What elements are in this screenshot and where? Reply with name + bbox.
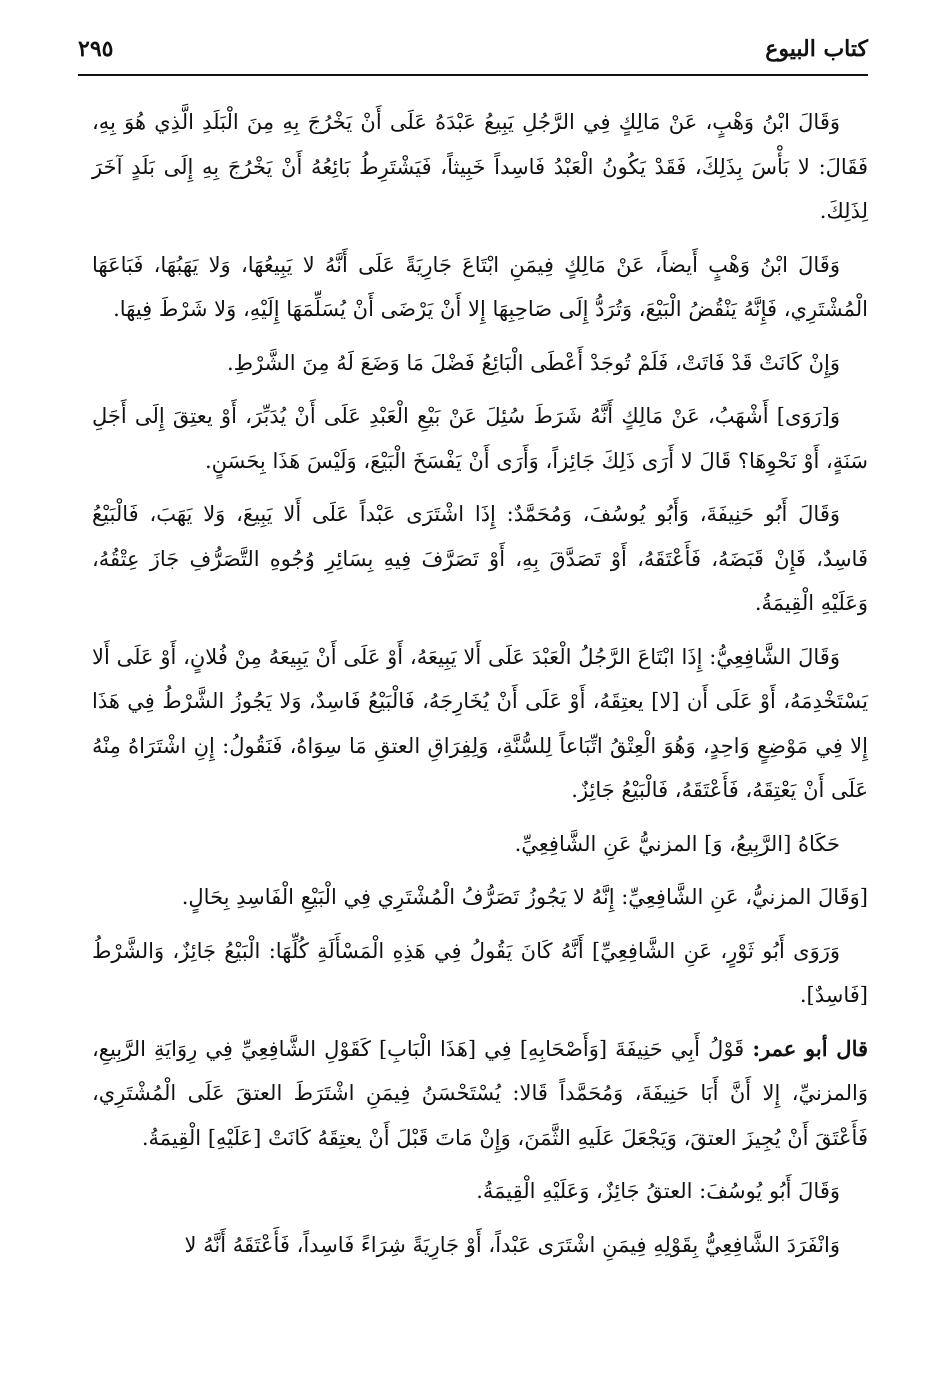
paragraph <box>92 394 868 483</box>
paragraph-text: وَقَالَ ابْنُ وَهْبٍ، عَنْ مَالِكٍ فِي الرَّجُلِ يَبِيعُ عَبْدَهُ عَلَى أَنْ يَخْرُجَ بِهِ مِنَ الْبَلَدِ الَّذِي هُوَ بِهِ، فَقَالَ: لا بَأْسَ بِذَلِكَ، فَقَدْ يَكُونُ الْعَبْدُ فَاسِداً خَبِيثاً، فَيَشْتَرِطُ بَائِعُهُ أَنْ يَخْرُجَ بِهِ إِلَى بَلَدٍ آخَرَ لِذَلِكَ. <box>92 110 868 223</box>
paragraph <box>92 341 868 386</box>
paragraph <box>92 492 868 626</box>
paragraph-text: وَ[رَوَى] أَشْهَبُ، عَنْ مَالِكٍ أَنَّهُ شَرَطَ سُئِلَ عَنْ بَيْعِ الْعَبْدِ عَلَى أَنْ يُدَبِّرَ، أَوْ يعتِقَ إِلَى أَجَلِ سَنَةٍ، أَوْ نَحْوِهَا؟ قَالَ لا أَرَى ذَلِكَ جَائِزاً، وَأَرَى أَنْ يَفْسَخَ الْبَيْعَ، وَلَيْسَ هَذَا بِحَسَنٍ. <box>92 404 868 473</box>
paragraph-text: وَقَالَ ابْنُ وَهْبٍ أَيضاً، عَنْ مَالِكٍ فِيمَنِ ابْتَاعَ جَارِيَةً عَلَى أَنَّهُ لا يَبِيعُهَا، وَلا يَهَبُهَا، فَبَاعَهَا الْمُشْتَرِي، فَإِنَّهُ يَنْقُضُ الْبَيْعَ، وَتُرَدُّ إِلَى صَاحِبِهَا إِلا أَنْ يَرْضَى أَنْ يُسَلِّمَهَا إِلَيْهِ، وَلا شَرْطَ فِيهَا. <box>92 252 868 321</box>
paragraph-text: [وَقَالَ المزنيُّ، عَنِ الشَّافِعِيِّ: إِنَّهُ لا يَجُوزُ تَصَرُّفُ الْمُشْتَرِي فِي الْبَيْعِ الْفَاسِدِ بِحَالٍ. <box>181 885 868 909</box>
paragraph-text: وَانْفَرَدَ الشَّافِعِيُّ بِقَوْلِهِ فِيمَنِ اشْتَرَى عَبْداً، أَوْ جَارِيَةً شِرَاءً فَاسِداً، فَأَعْتَقَهُ أَنَّهُ لا <box>184 1232 840 1257</box>
paragraph-text: حَكَاهُ [الرَّبِيعُ، وَ] المزنيُّ عَنِ الشَّافِعِيِّ. <box>514 831 840 856</box>
paragraph-text: وَقَالَ أَبُو حَنِيفَةَ، وَأَبُو يُوسُفَ، وَمُحَمَّدٌ: إِذَا اشْتَرَى عَبْداً عَلَى أَلا يَبِيعَ، وَلا يَهَبَ، فَالْبَيْعُ فَاسِدٌ، فَإِنْ قَبَضَهُ، فَأَعْتَقَهُ، أَوْ تَصَدَّقَ بِهِ، أَوْ تَصَرَّفَ فِيهِ بِسَائِرِ وُجُوهِ التَّصَرُّفِ جَازَ عِتْقُهُ، وَعَلَيْهِ الْقِيمَةُ. <box>92 502 868 615</box>
paragraph <box>92 1027 868 1161</box>
paragraph-text: وَإِنْ كَانَتْ قَدْ فَاتَتْ، فَلَمْ تُوجَدْ أَعْطَى الْبَائِعُ فَضْلَ مَا وَضَعَ لَهُ مِنَ الشَّرْطِ. <box>226 350 840 375</box>
paragraph-lead: قال أبو عمر: <box>752 1035 868 1061</box>
paragraph <box>92 243 868 332</box>
paragraph-text: وَقَالَ الشَّافِعِيُّ: إِذَا ابْتَاعَ الرَّجُلُ الْعَبْدَ عَلَى أَلا يَبِيعَهُ، أَوْ عَلَى أَنْ يَبِيعَهُ مِنْ فُلانٍ، أَوْ عَلَى أَلا يَسْتَخْدِمَهُ، أَوْ عَلَى أَن [لا] يعتِقَهُ، أَوْ عَلَى أَنْ يُخَارِجَهُ، فَالْبَيْعُ فَاسِدٌ، وَلا يَجُوزُ الشَّرْطُ فِي هَذَا إِلا فِي مَوْضِعٍ وَاحِدٍ، وَهُوَ الْعِتْقُ اتِّبَاعاً لِلسُّنَّةِ، وَلِفِرَاقِ العتقِ مَا سِوَاهُ، فَنَقُولُ: إِنِ اشْتَرَاهُ مِنْهُ عَلَى أَنْ يَعْتِقَهُ، فَأَعْتَقَهُ، فَالْبَيْعُ جَائِزٌ. <box>92 644 868 802</box>
paragraph <box>92 875 868 920</box>
paragraph-text: وَقَالَ أَبُو يُوسُفَ: العتقُ جَائِزٌ، وَعَلَيْهِ الْقِيمَةُ. <box>476 1179 840 1203</box>
paragraph-text: قَوْلُ أَبِي حَنِيفَةَ [وَأَصْحَابِهِ] فِي [هَذَا الْبَابِ] كَقَوْلِ الشَّافِعِيِّ فِي رِوَايَةِ الرَّبِيعِ، وَالمزنيِّ، إِلا أَنَّ أَبَا حَنِيفَةَ، وَمُحَمَّداً قَالا: يُسْتَحْسَنُ فِيمَنِ اشْتَرَطَ العتقَ عَلَى الْمُشْتَرِي، فَأَعْتَقَ أَنْ يُجِيزَ العتقَ، وَيَجْعَلَ عَلَيهِ الثَّمَنَ، وَإِنْ مَاتَ قَبْلَ أَنْ يعتِقَهُ كَانَتْ [عَلَيْهِ] الْقِيمَةُ. <box>92 1036 868 1150</box>
text-body <box>92 100 868 1276</box>
running-title: كتاب البيوع <box>765 36 868 62</box>
paragraph <box>92 929 868 1018</box>
paragraph-text: وَرَوَى أَبُو ثَوْرٍ، عَنِ الشَّافِعِيِّ] أَنَّهُ كَانَ يَقُولُ فِي هَذِهِ الْمَسْأَلَةِ كُلِّهَا: الْبَيْعُ جَائِزٌ، وَالشَّرْطُ [فَاسِدٌ]. <box>92 938 868 1007</box>
page-number: ٢٩٥ <box>78 36 114 62</box>
paragraph <box>92 1223 868 1268</box>
paragraph <box>92 1169 868 1214</box>
paragraph <box>92 100 868 234</box>
page-header <box>78 30 868 76</box>
paragraph <box>92 635 868 813</box>
paragraph <box>92 822 868 867</box>
